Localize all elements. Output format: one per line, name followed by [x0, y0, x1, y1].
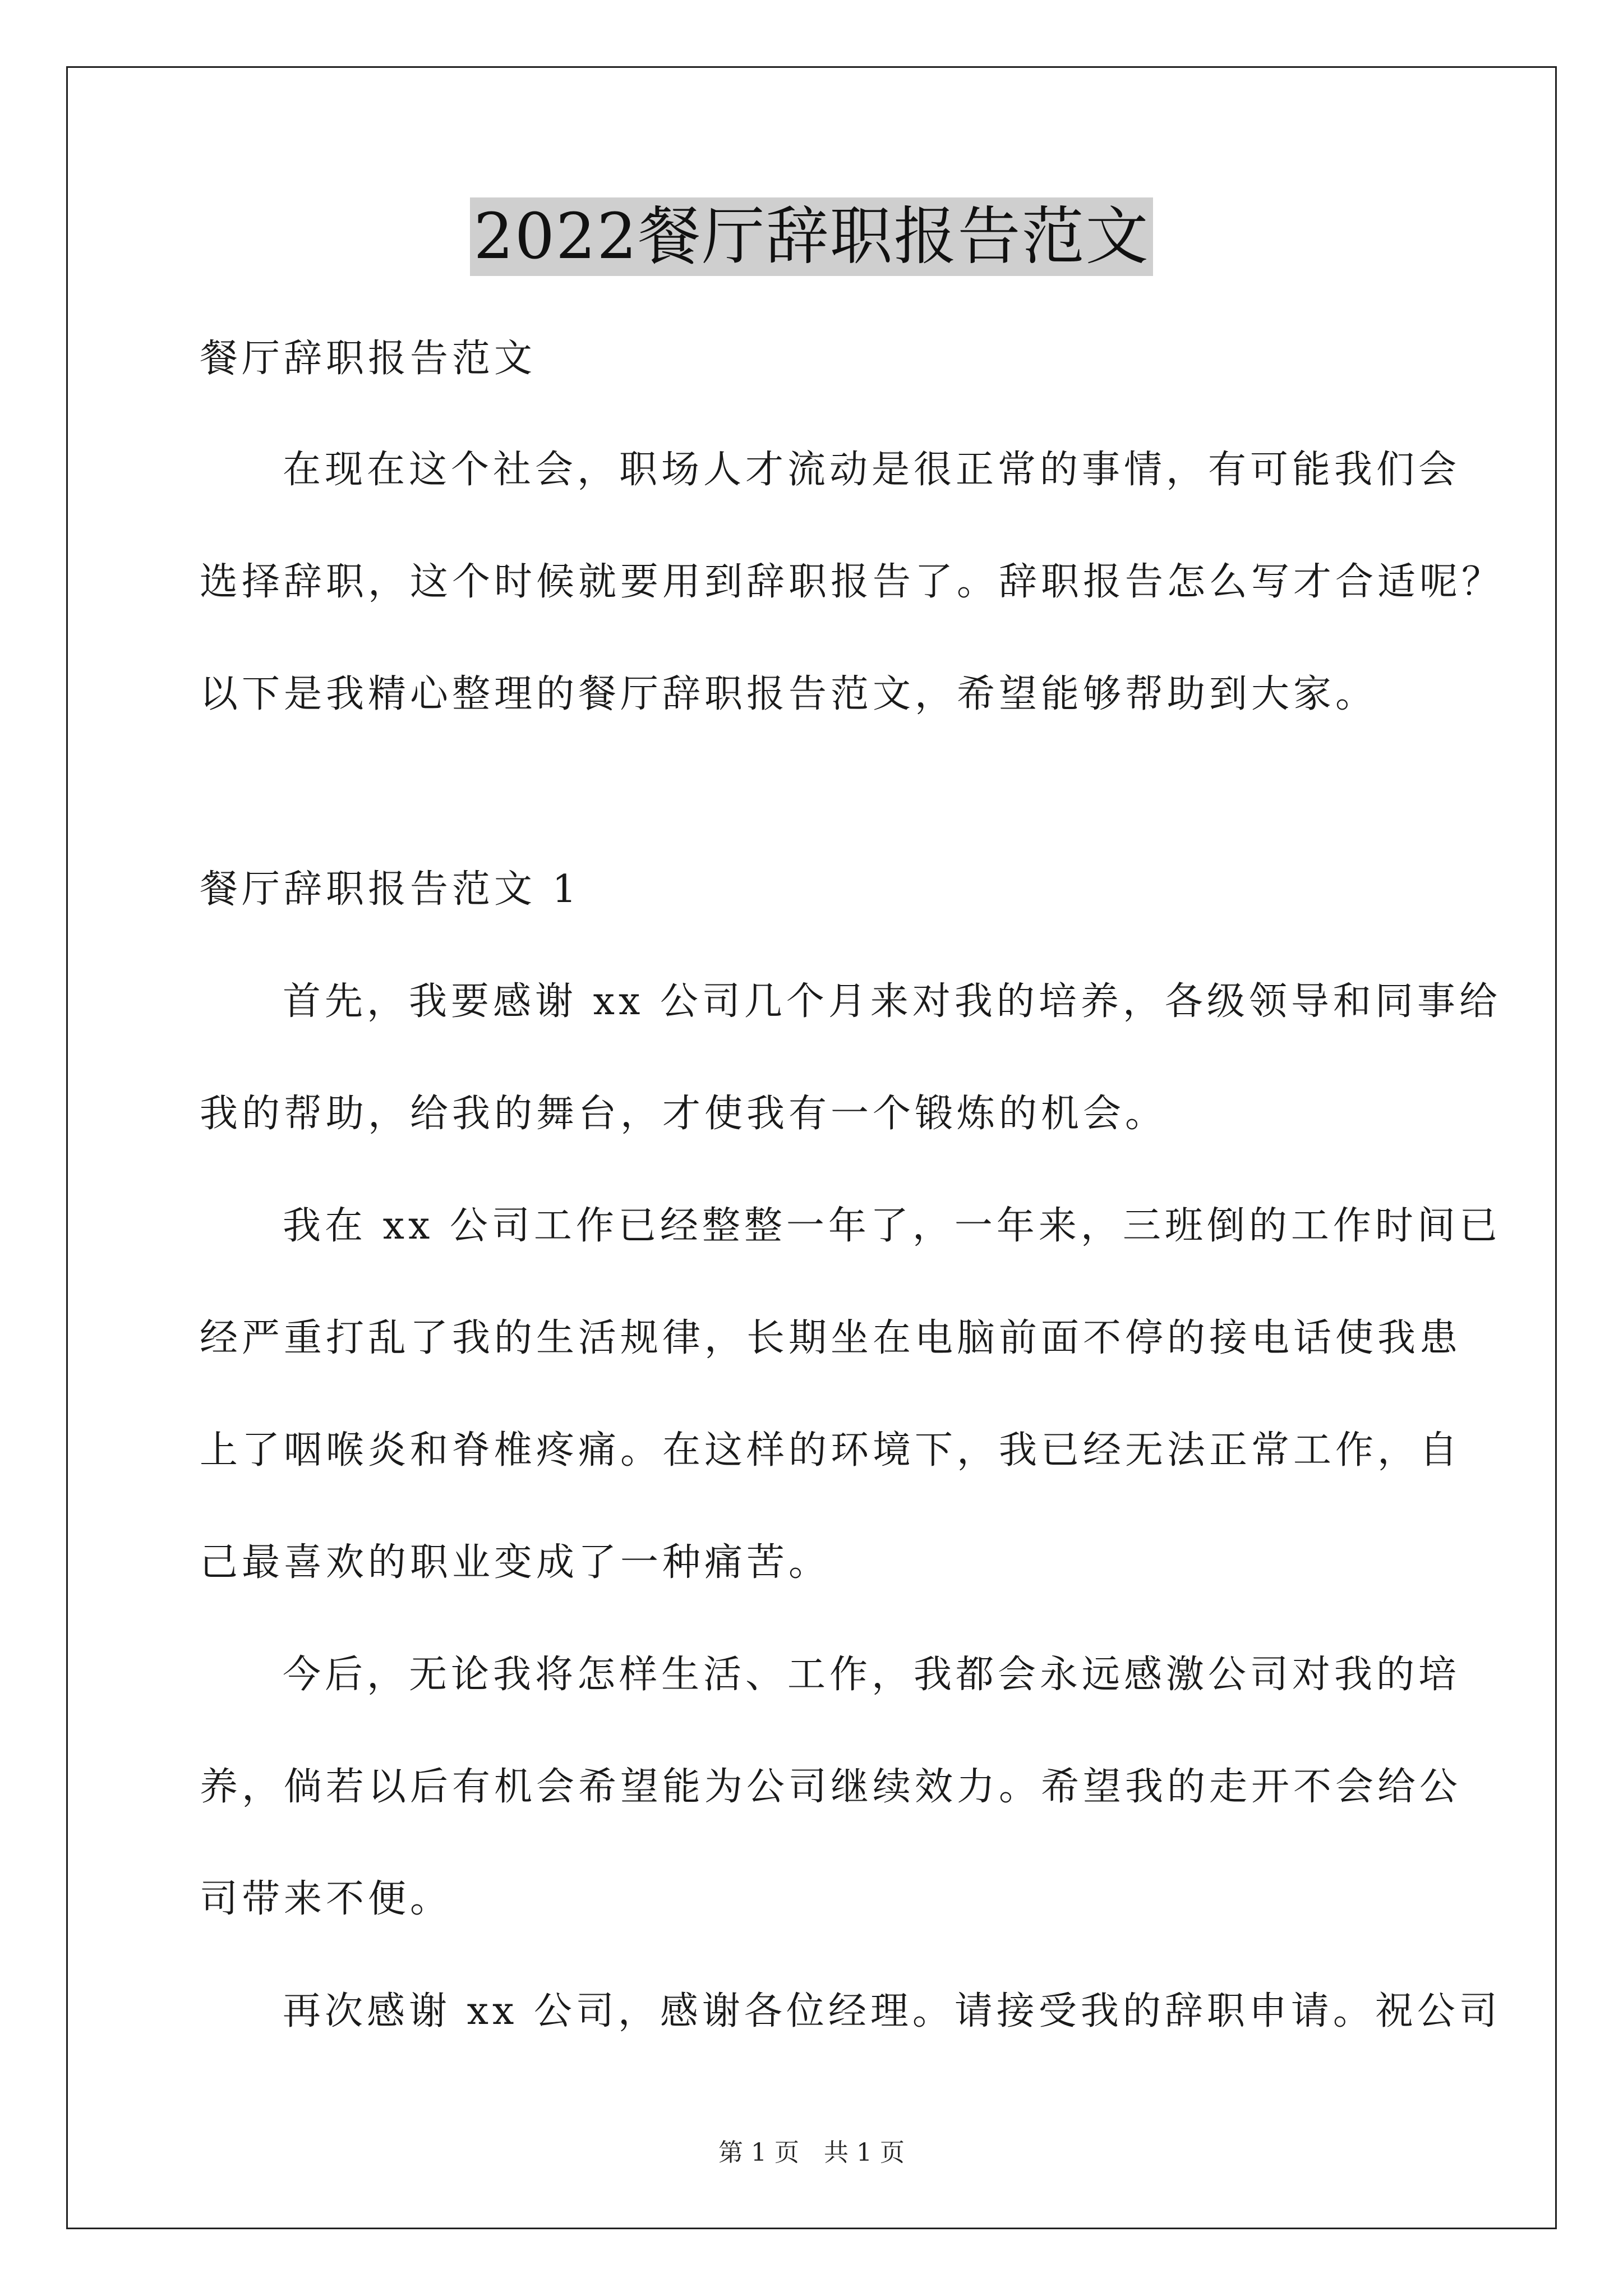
paragraph-line: 以下是我精心整理的餐厅辞职报告范文，希望能够帮助到大家。 — [200, 672, 1378, 716]
page-total: 共 1 页 — [824, 2138, 905, 2167]
paragraph-line: 我的帮助，给我的舞台，才使我有一个锻炼的机会。 — [200, 1092, 1168, 1136]
section-heading: 餐厅辞职报告范文 1 — [200, 867, 580, 912]
page-footer — [0, 2136, 1623, 2170]
paragraph-line: 选择辞职，这个时候就要用到辞职报告了。辞职报告怎么写才合适呢？ — [200, 560, 1504, 604]
paragraph-line: 司带来不便。 — [200, 1877, 453, 1921]
paragraph-line: 在现在这个社会，职场人才流动是很正常的事情，有可能我们会 — [283, 448, 1461, 492]
paragraph-line: 上了咽喉炎和脊椎疼痛。在这样的环境下，我已经无法正常工作，自 — [200, 1428, 1462, 1473]
paragraph-line: 再次感谢 xx 公司，感谢各位经理。请接受我的辞职申请。祝公司 — [283, 1989, 1501, 2033]
paragraph-line: 经严重打乱了我的生活规律，长期坐在电脑前面不停的接电话使我患 — [200, 1316, 1462, 1360]
paragraph-line: 己最喜欢的职业变成了一种痛苦。 — [200, 1540, 831, 1585]
title-container — [0, 197, 1623, 276]
paragraph-line: 我在 xx 公司工作已经整整一年了，一年来，三班倒的工作时间已 — [283, 1204, 1501, 1248]
section-heading: 餐厅辞职报告范文 — [200, 337, 537, 381]
paragraph-line: 今后，无论我将怎样生活、工作，我都会永远感激公司对我的培 — [283, 1653, 1461, 1697]
paragraph-line: 养，倘若以后有机会希望能为公司继续效力。希望我的走开不会给公 — [200, 1765, 1462, 1809]
document-title: 2022餐厅辞职报告范文 — [470, 197, 1152, 276]
paragraph-line: 首先，我要感谢 xx 公司几个月来对我的培养，各级领导和同事给 — [283, 979, 1501, 1024]
page-number: 第 1 页 — [718, 2138, 799, 2167]
